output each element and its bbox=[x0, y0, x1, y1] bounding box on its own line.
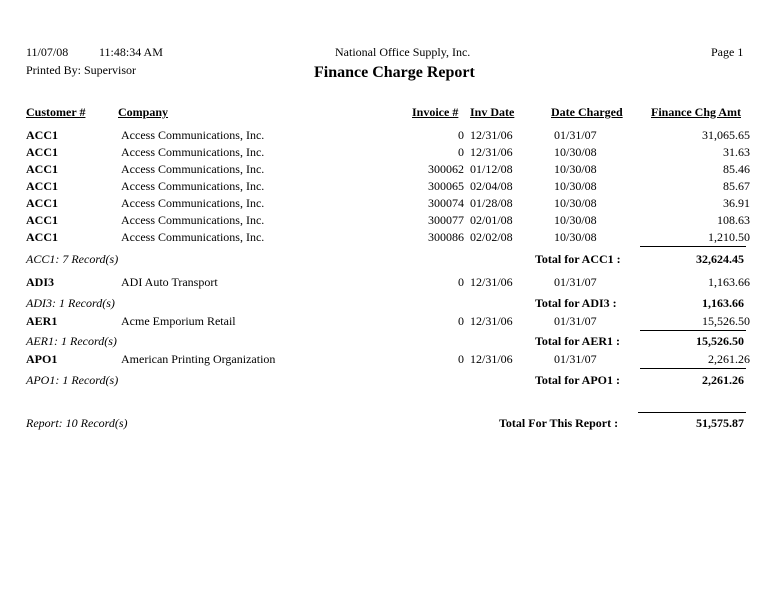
column-header-inv-date: Inv Date bbox=[470, 105, 515, 119]
finance-charge-amount: 2,261.26 bbox=[708, 352, 750, 366]
report-record-count: Report: 10 Record(s) bbox=[26, 416, 128, 430]
invoice-date: 12/31/06 bbox=[470, 352, 513, 366]
group-total-label: Total for APO1 : bbox=[535, 373, 621, 387]
date-charged: 01/31/07 bbox=[554, 128, 597, 142]
invoice-number: 300065 bbox=[428, 179, 464, 193]
company-name-cell: Acme Emporium Retail bbox=[121, 314, 236, 328]
column-header-customer: Customer # bbox=[26, 105, 86, 119]
invoice-date: 01/28/08 bbox=[470, 196, 513, 210]
finance-charge-amount: 1,163.66 bbox=[708, 275, 750, 289]
group-record-count: ACC1: 7 Record(s) bbox=[26, 252, 119, 266]
customer-id: APO1 bbox=[26, 352, 58, 366]
customer-id: ACC1 bbox=[26, 128, 58, 142]
column-header-date-charged: Date Charged bbox=[551, 105, 623, 119]
report-date: 11/07/08 bbox=[26, 45, 69, 59]
date-charged: 01/31/07 bbox=[554, 275, 597, 289]
group-total-label: Total for AER1 : bbox=[535, 334, 621, 348]
group-record-count: ADI3: 1 Record(s) bbox=[26, 296, 115, 310]
finance-charge-amount: 31,065.65 bbox=[702, 128, 750, 142]
invoice-date: 01/12/08 bbox=[470, 162, 513, 176]
group-total-label: Total for ACC1 : bbox=[535, 252, 621, 266]
invoice-number: 0 bbox=[458, 145, 464, 159]
customer-id: ADI3 bbox=[26, 275, 55, 289]
grand-total-rule bbox=[638, 412, 746, 413]
group-total-value: 1,163.66 bbox=[702, 296, 744, 310]
invoice-date: 02/01/08 bbox=[470, 213, 513, 227]
finance-charge-amount: 36.91 bbox=[723, 196, 750, 210]
invoice-number: 0 bbox=[458, 128, 464, 142]
invoice-number: 300077 bbox=[428, 213, 464, 227]
invoice-number: 300062 bbox=[428, 162, 464, 176]
company-name-cell: American Printing Organization bbox=[121, 352, 276, 366]
date-charged: 10/30/08 bbox=[554, 213, 597, 227]
date-charged: 10/30/08 bbox=[554, 145, 597, 159]
group-total-value: 32,624.45 bbox=[696, 252, 744, 266]
invoice-number: 0 bbox=[458, 275, 464, 289]
invoice-date: 12/31/06 bbox=[470, 128, 513, 142]
printed-by: Printed By: Supervisor bbox=[26, 63, 136, 77]
customer-id: ACC1 bbox=[26, 179, 58, 193]
group-total-label: Total for ADI3 : bbox=[535, 296, 617, 310]
date-charged: 01/31/07 bbox=[554, 352, 597, 366]
finance-charge-amount: 1,210.50 bbox=[708, 230, 750, 244]
finance-charge-amount: 85.67 bbox=[723, 179, 750, 193]
finance-charge-amount: 108.63 bbox=[717, 213, 750, 227]
customer-id: ACC1 bbox=[26, 213, 58, 227]
subtotal-rule bbox=[640, 368, 746, 369]
group-record-count: APO1: 1 Record(s) bbox=[26, 373, 119, 387]
report-time: 11:48:34 AM bbox=[99, 45, 163, 59]
report-total-value: 51,575.87 bbox=[696, 416, 744, 430]
group-total-value: 2,261.26 bbox=[702, 373, 744, 387]
subtotal-rule bbox=[640, 246, 746, 247]
date-charged: 10/30/08 bbox=[554, 179, 597, 193]
company-name-cell: Access Communications, Inc. bbox=[121, 145, 265, 159]
column-header-invoice: Invoice # bbox=[412, 105, 459, 119]
date-charged: 10/30/08 bbox=[554, 230, 597, 244]
column-header-finance-amt: Finance Chg Amt bbox=[651, 105, 741, 119]
company-name-cell: Access Communications, Inc. bbox=[121, 230, 265, 244]
date-charged: 10/30/08 bbox=[554, 196, 597, 210]
finance-charge-amount: 15,526.50 bbox=[702, 314, 750, 328]
customer-id: ACC1 bbox=[26, 230, 58, 244]
date-charged: 01/31/07 bbox=[554, 314, 597, 328]
invoice-date: 12/31/06 bbox=[470, 275, 513, 289]
company-name-cell: ADI Auto Transport bbox=[121, 275, 218, 289]
finance-charge-amount: 85.46 bbox=[723, 162, 750, 176]
report-title: Finance Charge Report bbox=[314, 64, 475, 81]
subtotal-rule bbox=[640, 330, 746, 331]
page-number: Page 1 bbox=[711, 45, 744, 59]
column-header-company: Company bbox=[118, 105, 169, 119]
group-total-value: 15,526.50 bbox=[696, 334, 744, 348]
invoice-number: 0 bbox=[458, 352, 464, 366]
company-name: National Office Supply, Inc. bbox=[335, 45, 471, 59]
invoice-date: 02/02/08 bbox=[470, 230, 513, 244]
customer-id: ACC1 bbox=[26, 196, 58, 210]
invoice-date: 02/04/08 bbox=[470, 179, 513, 193]
company-name-cell: Access Communications, Inc. bbox=[121, 128, 265, 142]
date-charged: 10/30/08 bbox=[554, 162, 597, 176]
invoice-number: 0 bbox=[458, 314, 464, 328]
invoice-date: 12/31/06 bbox=[470, 314, 513, 328]
customer-id: ACC1 bbox=[26, 145, 58, 159]
invoice-number: 300086 bbox=[428, 230, 464, 244]
report-total-label: Total For This Report : bbox=[499, 416, 619, 430]
company-name-cell: Access Communications, Inc. bbox=[121, 196, 265, 210]
customer-id: AER1 bbox=[26, 314, 58, 328]
finance-charge-amount: 31.63 bbox=[723, 145, 750, 159]
company-name-cell: Access Communications, Inc. bbox=[121, 179, 265, 193]
company-name-cell: Access Communications, Inc. bbox=[121, 213, 265, 227]
invoice-date: 12/31/06 bbox=[470, 145, 513, 159]
customer-id: ACC1 bbox=[26, 162, 58, 176]
invoice-number: 300074 bbox=[428, 196, 464, 210]
company-name-cell: Access Communications, Inc. bbox=[121, 162, 265, 176]
group-record-count: AER1: 1 Record(s) bbox=[26, 334, 117, 348]
